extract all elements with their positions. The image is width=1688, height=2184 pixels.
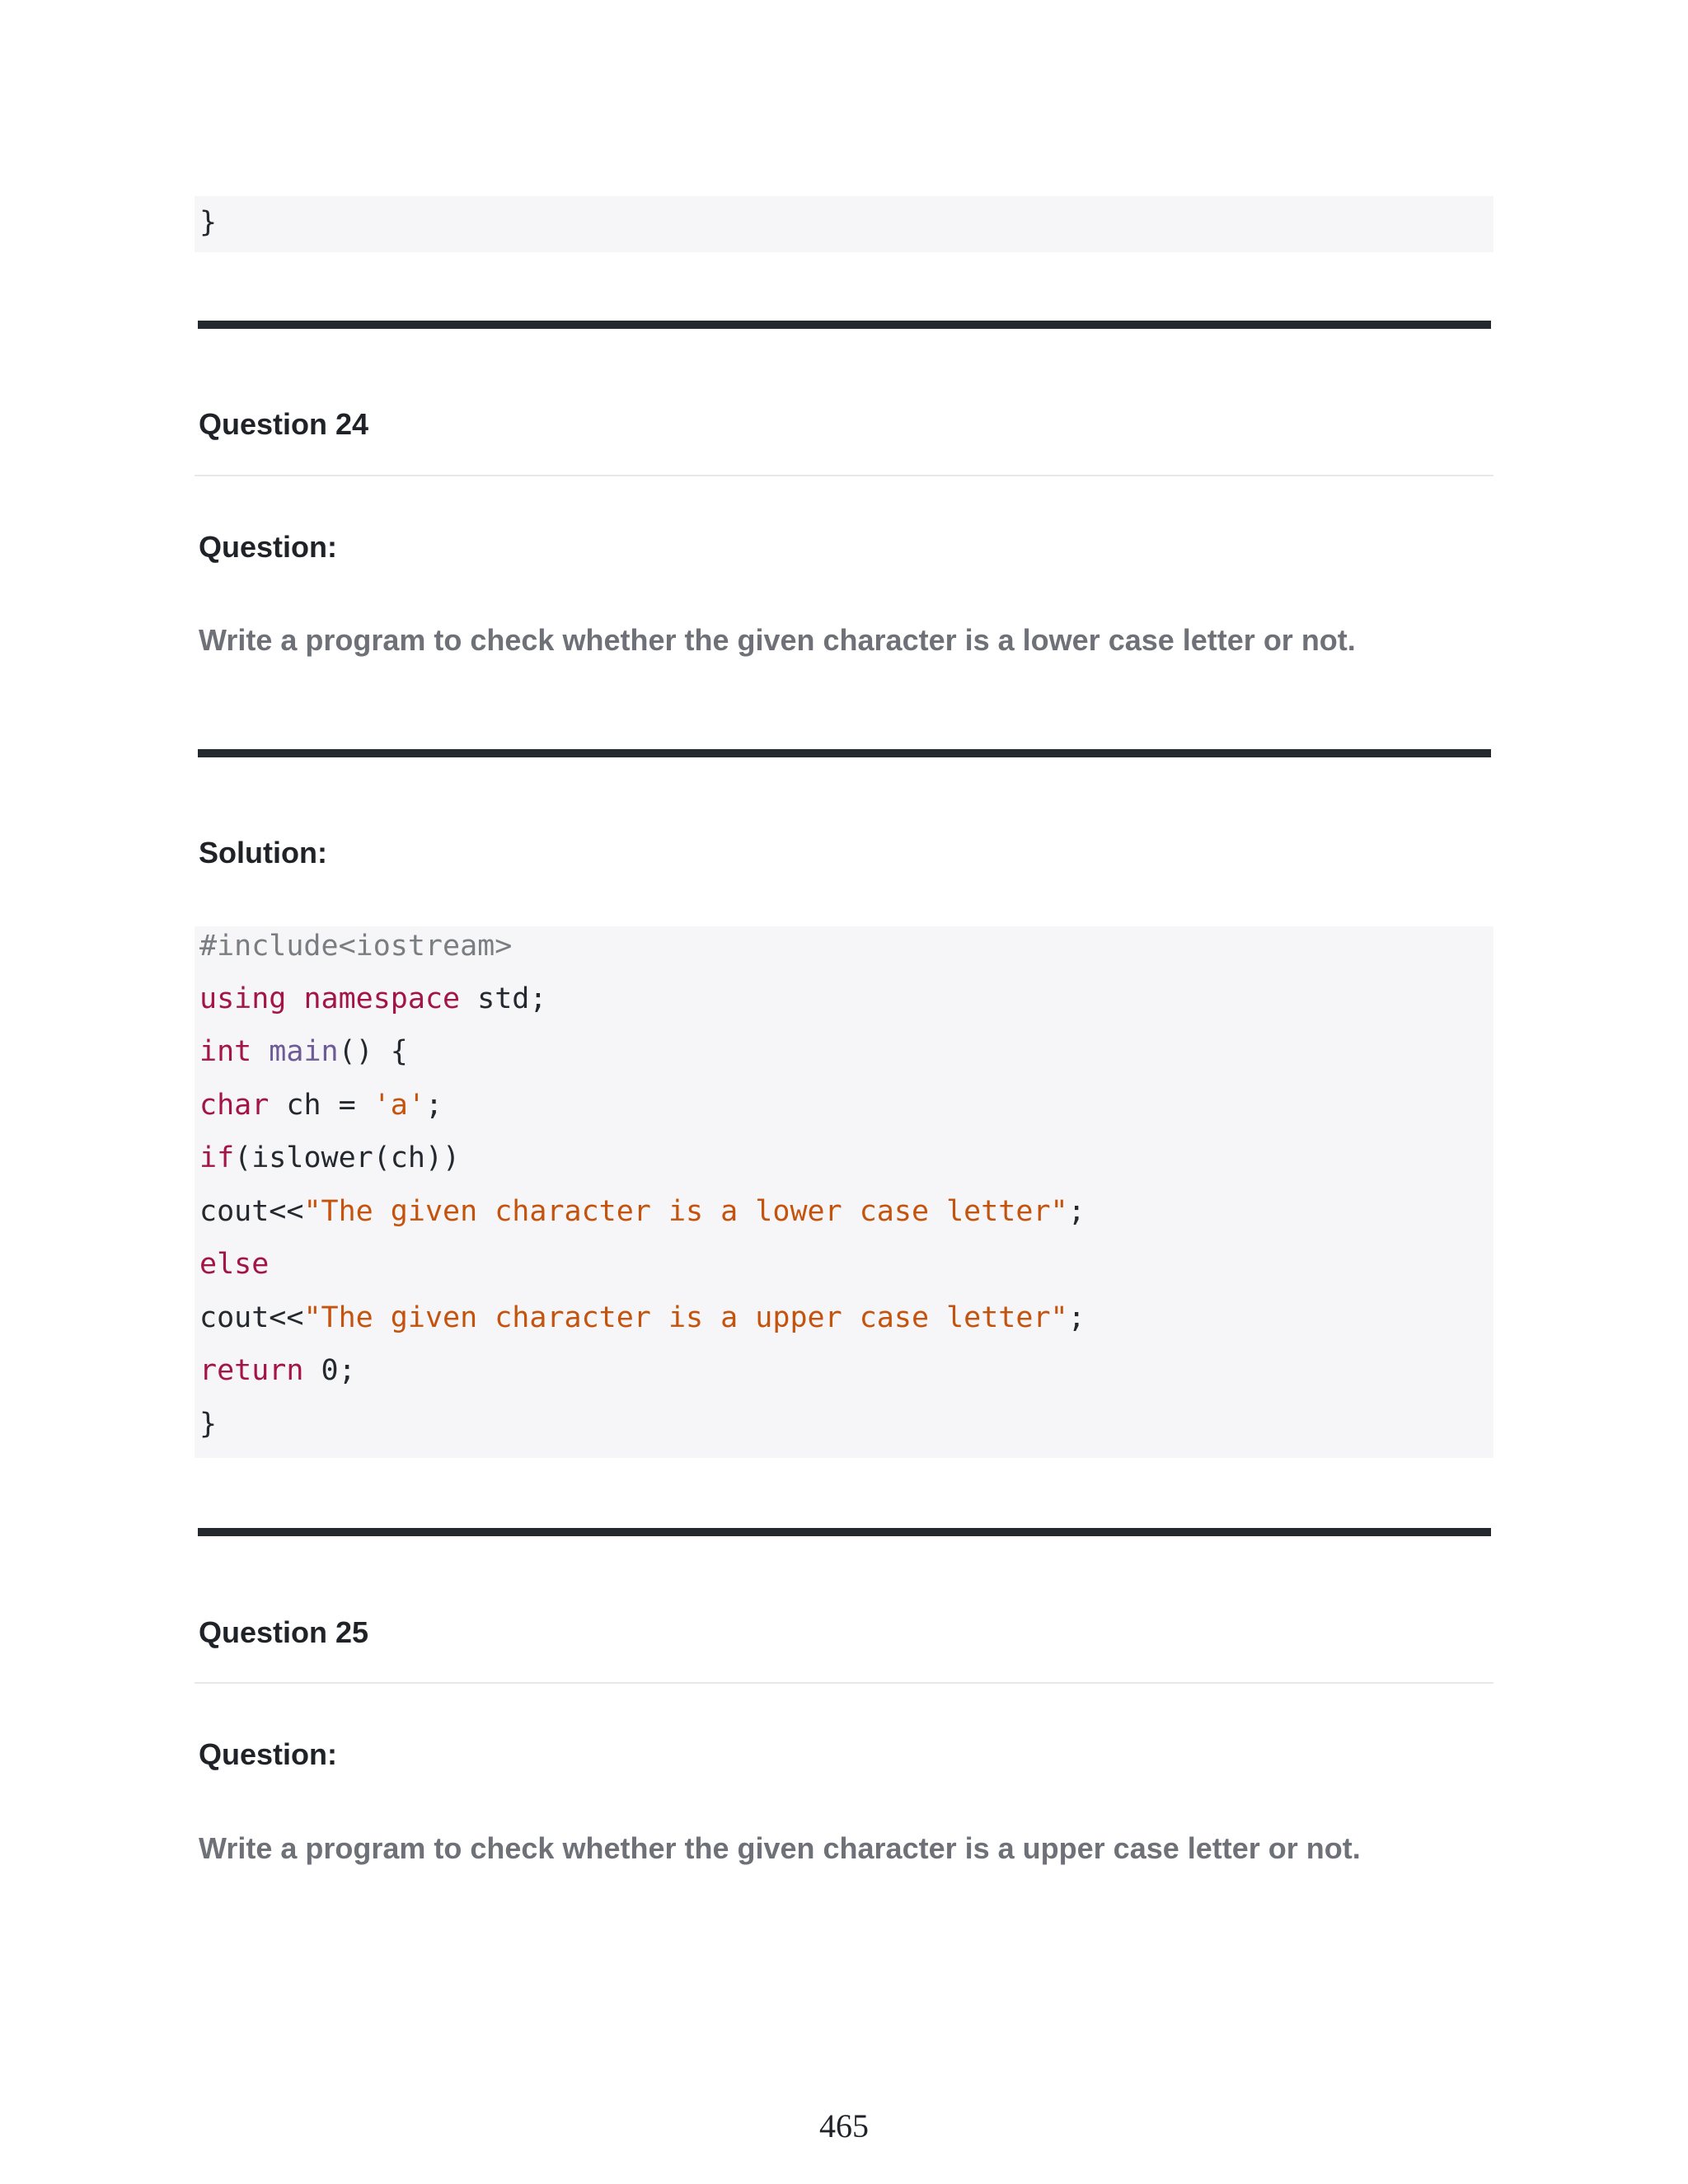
code-line-char-decl <box>199 1087 443 1123</box>
string-lower-case: "The given character is a lower case letter" <box>303 1195 1068 1228</box>
page-number: 465 <box>819 2107 869 2144</box>
solution-24-code-block <box>195 926 1493 1458</box>
return-value: 0; <box>303 1354 356 1387</box>
cout-operator: cout<< <box>199 1195 304 1228</box>
code-line-cout-lower <box>199 1193 1085 1230</box>
heading-underline <box>195 1682 1493 1684</box>
keyword-if: if <box>199 1141 235 1174</box>
statement-end: ; <box>1067 1301 1085 1334</box>
code-line-else <box>199 1246 269 1282</box>
function-main: main <box>269 1035 339 1068</box>
if-condition: (islower(ch)) <box>234 1141 461 1174</box>
statement-end: ; <box>1067 1195 1085 1228</box>
question-25-text: Write a program to check whether the given character is a upper case letter or not. <box>199 1831 1361 1865</box>
statement-end: ; <box>424 1089 443 1122</box>
keyword-char: char <box>199 1089 270 1122</box>
keyword-using: using <box>199 982 287 1015</box>
keyword-int: int <box>199 1035 252 1068</box>
keyword-namespace: namespace <box>303 982 461 1015</box>
char-literal: 'a' <box>373 1089 425 1122</box>
code-line-if <box>199 1140 460 1176</box>
previous-code-block <box>195 196 1493 252</box>
solution-24-label: Solution: <box>199 836 327 869</box>
code-line-cout-upper <box>199 1300 1085 1336</box>
code-line-close-brace: } <box>199 206 218 239</box>
code-line-include <box>199 928 512 964</box>
string-upper-case: "The given character is a upper case letter" <box>303 1301 1068 1334</box>
keyword-else: else <box>199 1248 270 1281</box>
include-directive: #include<iostream> <box>199 930 513 963</box>
section-divider <box>198 321 1491 329</box>
code-line-return <box>199 1352 356 1389</box>
main-signature: () { <box>338 1035 408 1068</box>
closing-brace: } <box>199 1408 218 1441</box>
code-line-main <box>199 1033 408 1070</box>
heading-underline <box>195 475 1493 476</box>
keyword-return: return <box>199 1354 304 1387</box>
question-24-text: Write a program to check whether the given character is a lower case letter or not. <box>199 623 1356 657</box>
cout-operator: cout<< <box>199 1301 304 1334</box>
question-24-heading: Question 24 <box>199 407 369 441</box>
code-line-close-brace <box>199 1406 217 1442</box>
section-divider <box>198 749 1491 757</box>
section-divider <box>198 1528 1491 1536</box>
question-24-label: Question: <box>199 530 337 564</box>
char-declaration: ch = <box>269 1089 373 1122</box>
code-line-using <box>199 981 546 1017</box>
namespace-std: std; <box>460 982 547 1015</box>
question-25-heading: Question 25 <box>199 1615 369 1649</box>
question-25-label: Question: <box>199 1737 337 1771</box>
